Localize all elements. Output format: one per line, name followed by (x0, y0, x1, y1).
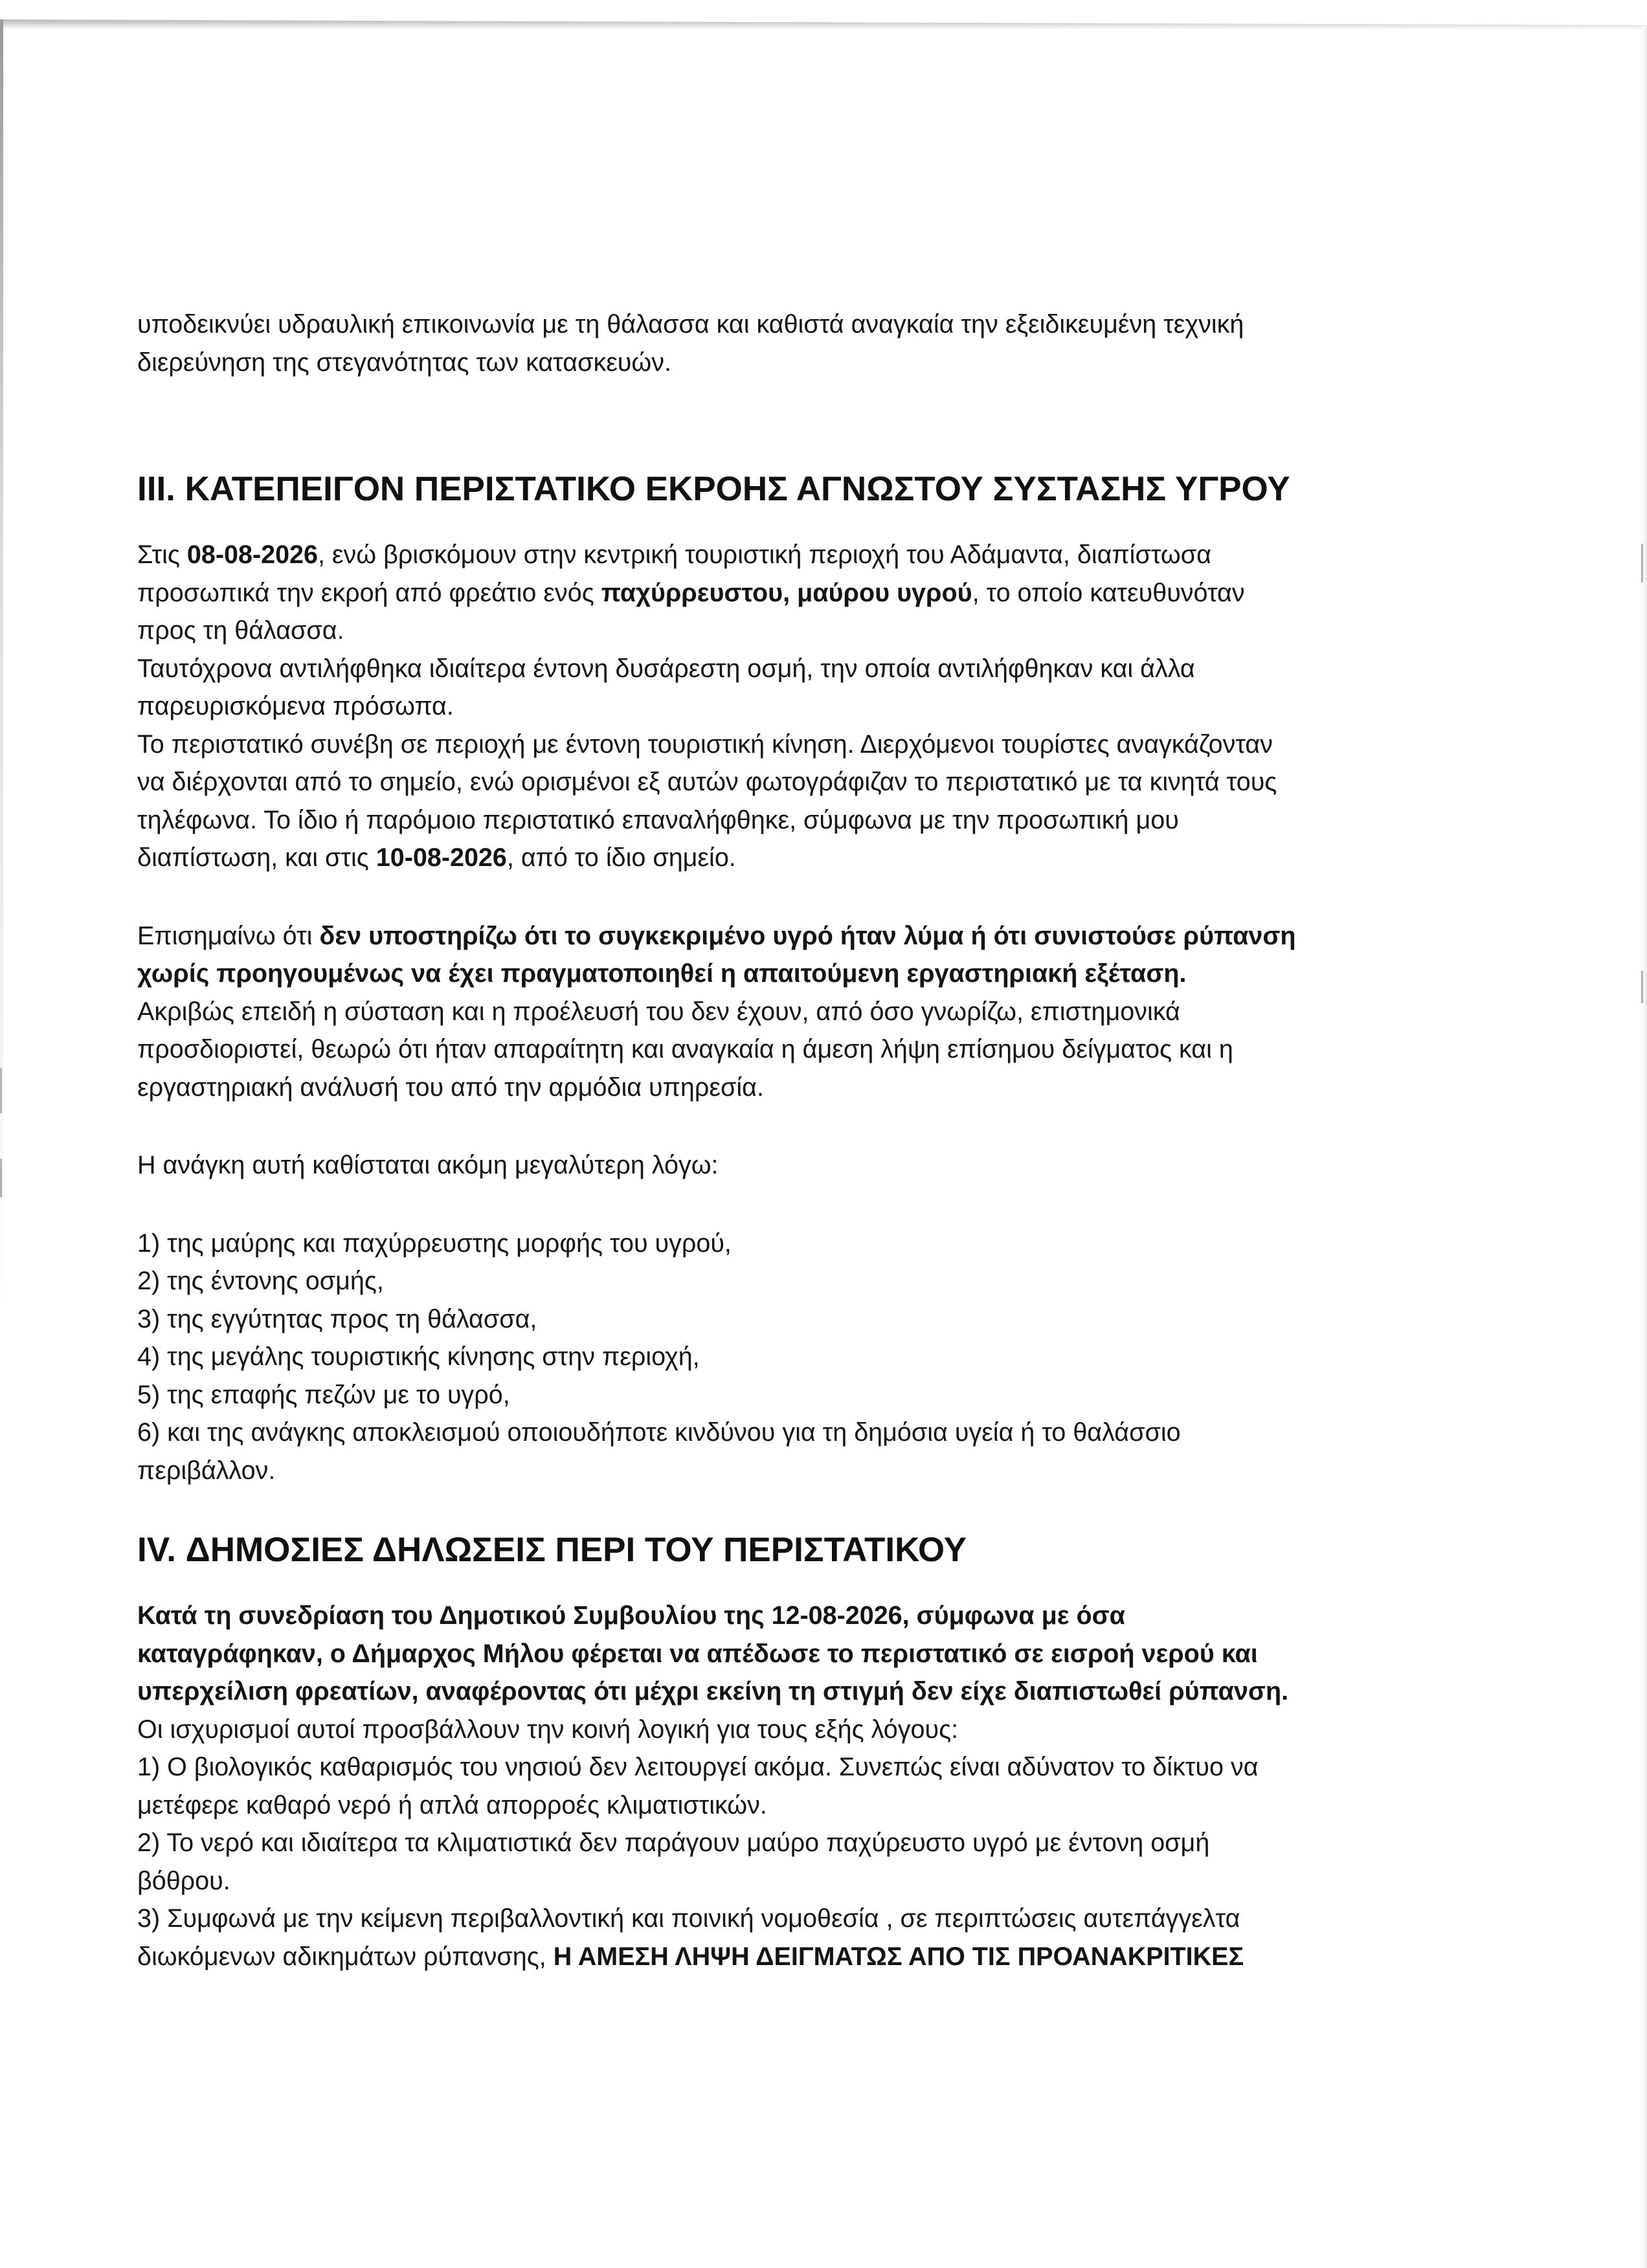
text-line: υποδεικνύει υδραυλική επικοινωνία με τη θάλασσα και καθιστά αναγκαία την εξειδικευμένη τεχνική (137, 310, 1244, 339)
list-item: 3) της εγγύτητας προς τη θάλασσα, (137, 1304, 537, 1333)
text-run: Επισημαίνω ότι (137, 921, 320, 950)
emphasis-bold: υπερχείλιση φρεατίων, αναφέροντας ότι μέχρι εκείνη τη στιγμή δεν είχε διαπιστωθεί ρύπανση. (137, 1677, 1289, 1706)
spacer (137, 381, 1516, 469)
text-line: παρευρισκόμενα πρόσωπα. (137, 692, 454, 720)
scan-mark-left (0, 1159, 2, 1197)
emphasis-bold: δεν υποστηρίζω ότι το συγκεκριμένο υγρό ήταν λύμα ή ότι συνιστούσε ρύπανση (319, 921, 1296, 950)
section-3-heading: III. ΚΑΤΕΠΕΙΓΟΝ ΠΕΡΙΣΤΑΤΙΚΟ ΕΚΡΟΗΣ ΑΓΝΩΣΤΟΥ ΣΥΣΤΑΣΗΣ ΥΓΡΟΥ (137, 470, 1290, 508)
spacer (137, 877, 1516, 917)
text-run: Στις (137, 540, 187, 569)
section-3-paragraph-2 (137, 917, 1516, 1107)
text-line: εργαστηριακή ανάλυσή του από την αρμόδια υπηρεσία. (137, 1073, 764, 1102)
text-line: Ταυτόχρονα αντιλήφθηκα ιδιαίτερα έντονη δυσάρεστη οσμή, την οποία αντιλήφθηκαν και άλλα (137, 654, 1195, 683)
list-item-continuation: περιβάλλον. (137, 1456, 276, 1485)
section-3-paragraph-3: Η ανάγκη αυτή καθίσταται ακόμη μεγαλύτερη λόγω: (137, 1151, 719, 1179)
scan-mark-right (1641, 971, 1643, 1003)
text-line: τηλέφωνα. Το ίδιο ή παρόμοιο περιστατικό επαναλήφθηκε, σύμφωνα με την προσωπική μου (137, 805, 1179, 834)
text-line: 2) Το νερό και ιδιαίτερα τα κλιματιστικά δεν παράγουν μαύρο παχύρευστο υγρό με έντονη οσμή (137, 1829, 1210, 1857)
scan-mark-left (0, 1068, 2, 1113)
text-line: να διέρχονται από το σημείο, ενώ ορισμένοι εξ αυτών φωτογράφιζαν το περιστατικό με τα κινητά τους (137, 768, 1277, 796)
text-line (137, 917, 1516, 955)
list-item: 1) της μαύρης και παχύρρευστης μορφής του υγρού, (137, 1228, 732, 1258)
text-run: διωκόμενων αδικημάτων ρύπανσης, (137, 1942, 554, 1971)
date-bold: 08-08-2026 (186, 540, 318, 569)
text-line (137, 574, 1516, 612)
emphasis-bold: Η ΑΜΕΣΗ ΛΗΨΗ ΔΕΙΓΜΑΤΩΣ ΑΠΟ ΤΙΣ ΠΡΟΑΝΑΚΡΙΤΙΚΕΣ (553, 1942, 1244, 1971)
emphasis-bold: χωρίς προηγουμένως να έχει πραγματοποιηθεί η απαιτούμενη εργαστηριακή εξέταση. (137, 959, 1187, 988)
section-4-heading: IV. ΔΗΜΟΣΙΕΣ ΔΗΛΩΣΕΙΣ ΠΕΡΙ ΤΟΥ ΠΕΡΙΣΤΑΤΙΚΟΥ (137, 1531, 967, 1569)
text-line: 3) Συμφωνά με την κείμενη περιβαλλοντική και ποινική νομοθεσία , σε περιπτώσεις αυτεπάγγελτα (137, 1904, 1240, 1933)
text-run: προσωπικά την εκροή από φρεάτιο ενός (137, 578, 601, 607)
list-item: 2) της έντονης οσμής, (137, 1267, 384, 1295)
emphasis-bold: παχύρρευστου, μαύρου υγρού (601, 578, 972, 607)
text-run: , ενώ βρισκόμουν στην κεντρική τουριστική περιοχή του Αδάμαντα, διαπίστωσα (317, 540, 1211, 569)
spacer (137, 510, 1516, 536)
text-run: , το οποίο κατευθυνόταν (972, 578, 1245, 607)
spacer (137, 1489, 1516, 1529)
text-run: διαπίστωση, και στις (137, 843, 376, 872)
text-line: μετέφερε καθαρό νερό ή απλά απορροές κλιματιστικών. (137, 1790, 767, 1819)
text-line: Το περιστατικό συνέβη σε περιοχή με έντονη τουριστική κίνηση. Διερχόμενοι τουρίστες αναγκάζονταν (137, 729, 1273, 759)
scan-right-edge (1642, 26, 1647, 2268)
text-line (137, 1938, 1516, 1976)
text-line: Ακριβώς επειδή η σύσταση και η προέλευσή του δεν έχουν, από όσο γνωρίζω, επιστημονικά (137, 997, 1180, 1026)
document-body (137, 306, 1516, 1975)
section-3-paragraph-1 (137, 536, 1516, 877)
spacer (137, 1571, 1516, 1597)
text-line: προς τη θάλασσα. (137, 616, 344, 645)
scan-top-edge (0, 19, 1647, 30)
text-line (137, 1673, 1516, 1711)
section-4-paragraph (137, 1597, 1516, 1975)
list-item: 6) και της ανάγκης αποκλεισμού οποιουδήποτε κινδύνου για τη δημόσια υγεία ή το θαλάσσιο (137, 1418, 1181, 1447)
text-run: , από το ίδιο σημείο. (506, 843, 736, 872)
scan-mark-right (1641, 544, 1643, 583)
intro-paragraph (137, 306, 1516, 381)
date-bold: 10-08-2026 (375, 843, 507, 872)
emphasis-bold: Κατά τη συνεδρίαση του Δημοτικού Συμβουλίου της 12-08-2026, σύμφωνα με όσα (137, 1601, 1125, 1630)
emphasis-bold: καταγράφηκαν, ο Δήμαρχος Μήλου φέρεται να απέδωσε το περιστατικό σε εισροή νερού και (137, 1639, 1258, 1668)
text-line (137, 1635, 1516, 1673)
reasons-list (137, 1225, 1516, 1490)
text-line: βόθρου. (137, 1866, 230, 1895)
text-line: Οι ισχυρισμοί αυτοί προσβάλλουν την κοινή λογική για τους εξής λόγους: (137, 1715, 959, 1744)
text-line: διερεύνηση της στεγανότητας των κατασκευών. (137, 348, 671, 377)
spacer (137, 1184, 1516, 1225)
text-line (137, 536, 1516, 574)
scan-left-edge (0, 19, 3, 1314)
text-line (137, 839, 1516, 877)
spacer (137, 1106, 1516, 1146)
text-line: 1) Ο βιολογικός καθαρισμός του νησιού δεν λειτουργεί ακόμα. Συνεπώς είναι αδύνατον το δίκτυο να (137, 1753, 1259, 1781)
list-item: 5) της επαφής πεζών με το υγρό, (137, 1380, 510, 1409)
list-item: 4) της μεγάλης τουριστικής κίνησης στην περιοχή, (137, 1342, 700, 1371)
text-line: προσδιοριστεί, θεωρώ ότι ήταν απαραίτητη και αναγκαία η άμεση λήψη επίσημου δείγματος και η (137, 1035, 1233, 1063)
text-line (137, 1597, 1516, 1635)
text-line (137, 955, 1516, 993)
